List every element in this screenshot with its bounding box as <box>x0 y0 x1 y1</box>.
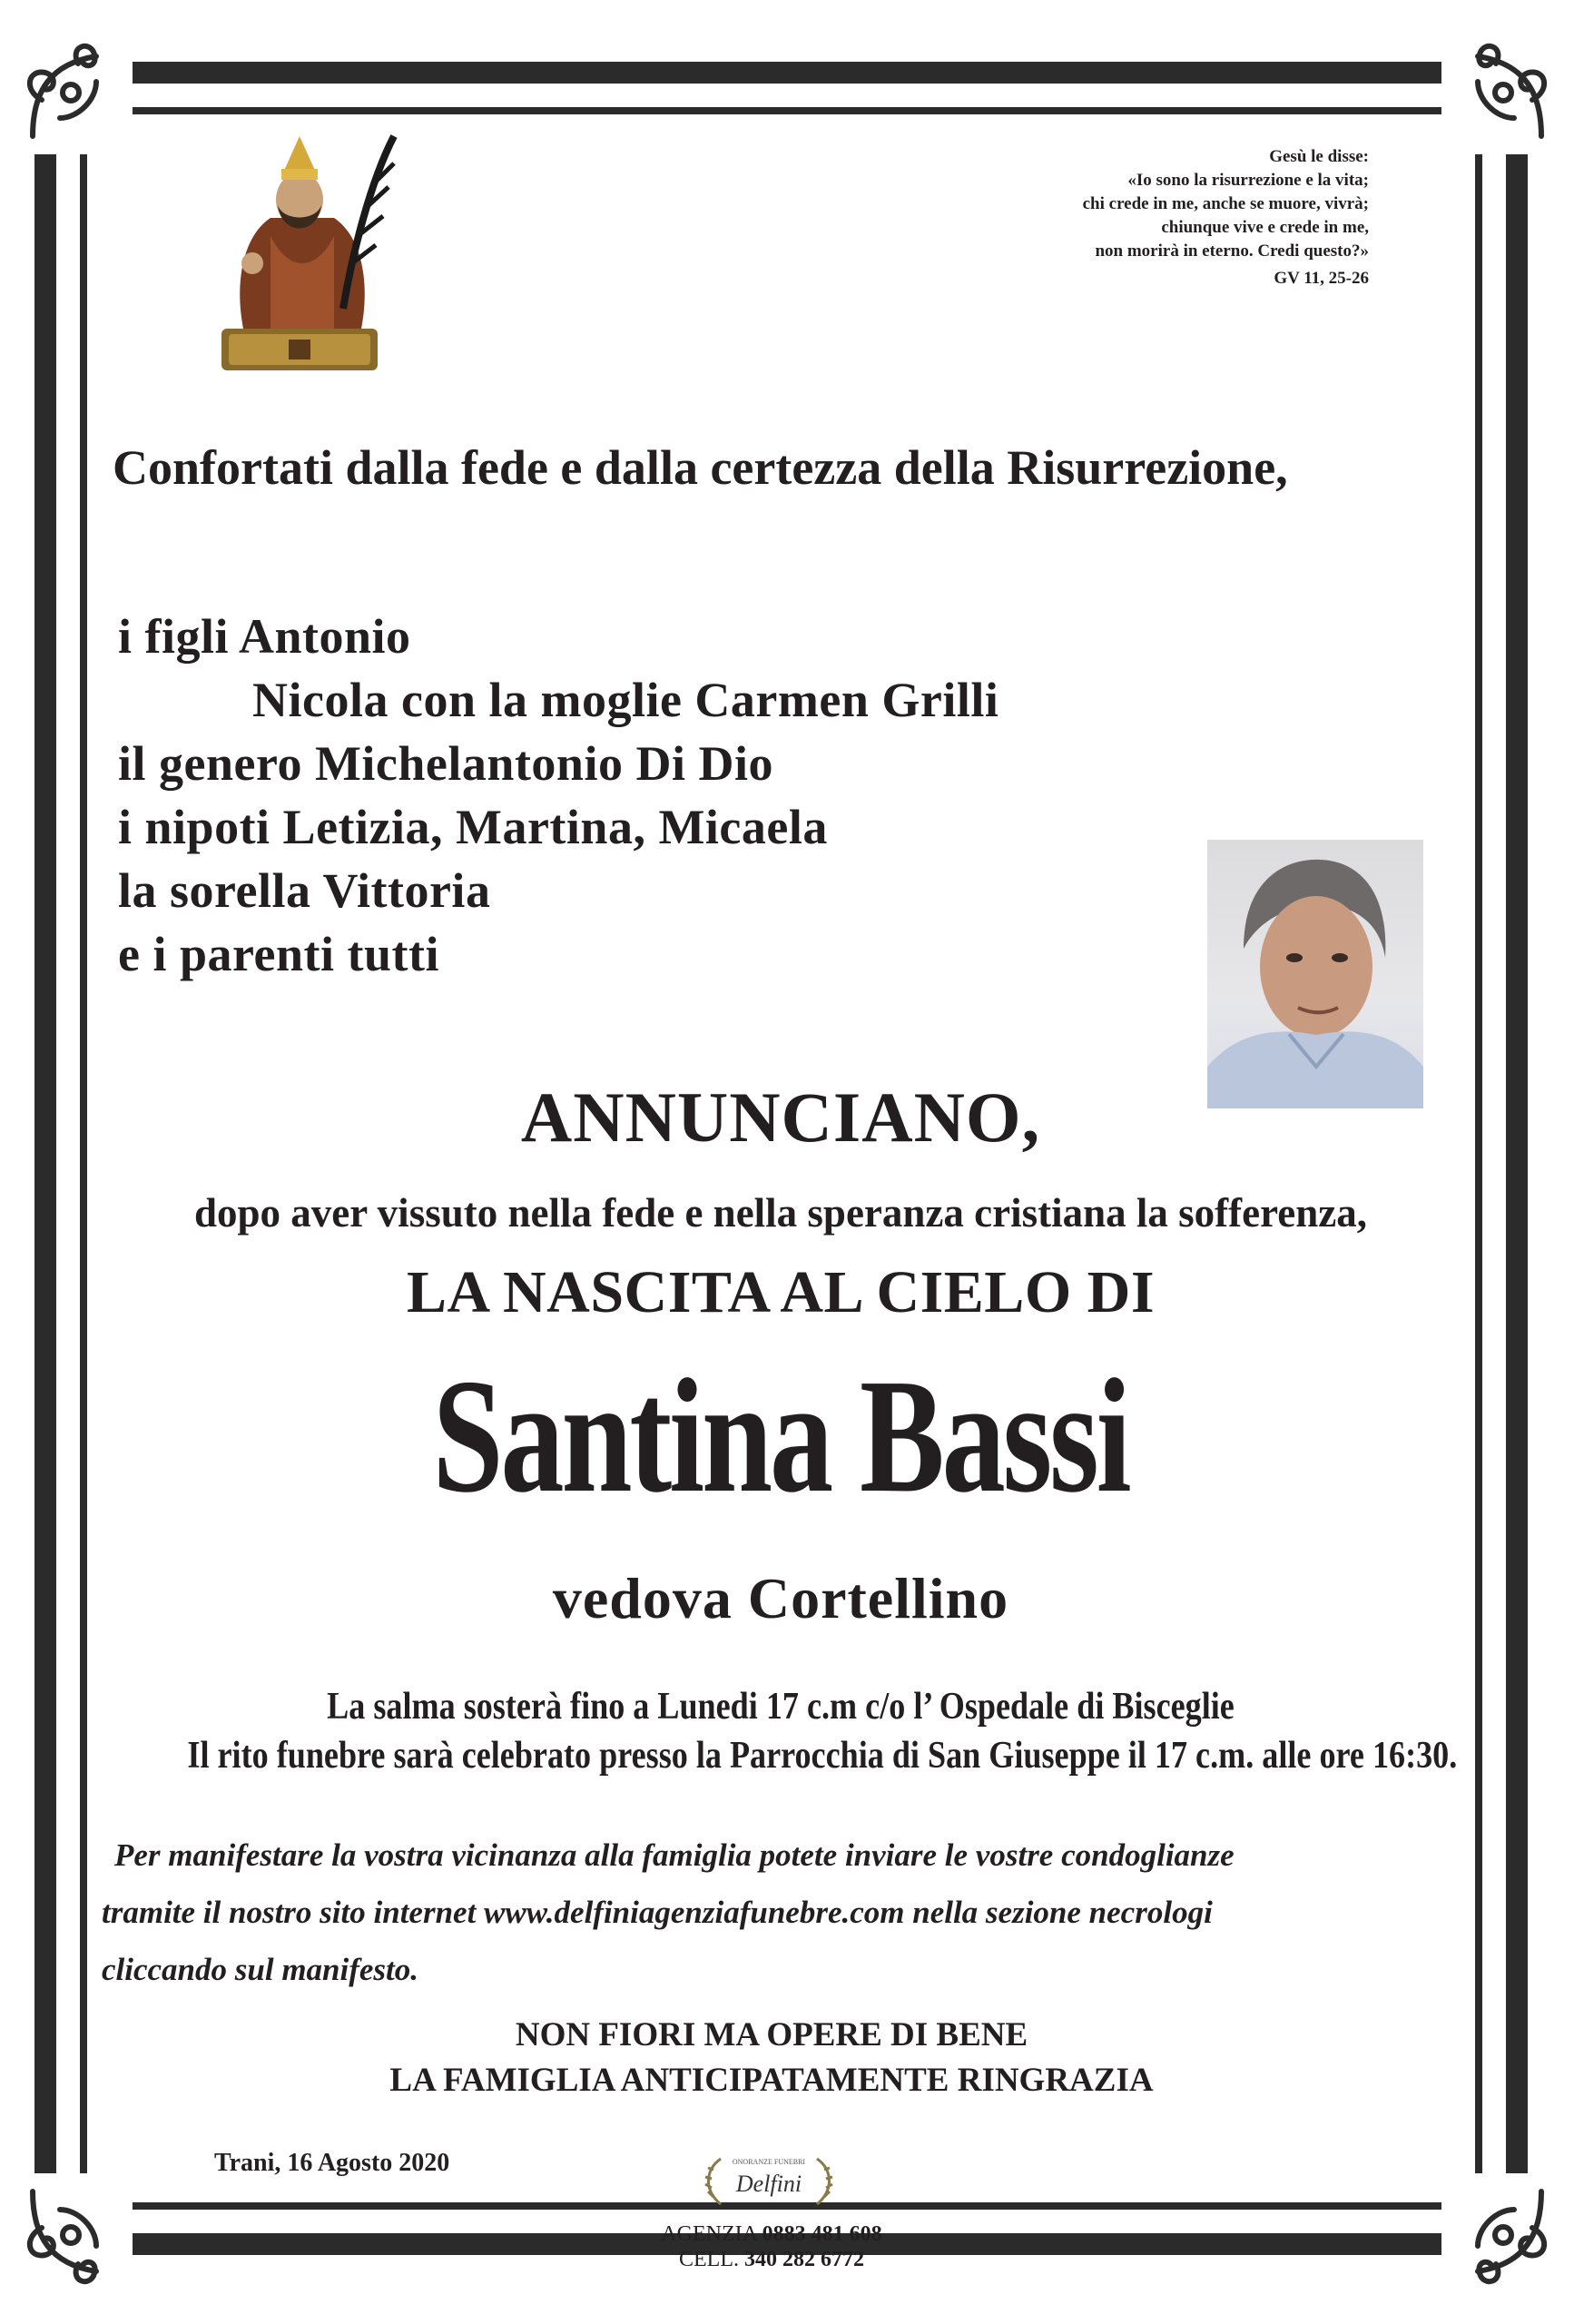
funeral-details: Il rito funebre sarà celebrato presso la Parrocchia di San Giuseppe il 17 c.m. alle ore 16:30. <box>187 1735 1458 1777</box>
logo-name: Delfini <box>735 2171 802 2197</box>
logo-tagline: ONORANZE FUNEBRI <box>732 2158 806 2166</box>
mourner-line: i figli Antonio <box>118 609 411 664</box>
mourner-line: Nicola con la moglie Carmen Grilli <box>252 673 999 727</box>
scripture-line: chiunque vive e crede in me, <box>1161 218 1369 237</box>
mourner-line: e i parenti tutti <box>118 927 439 981</box>
announcement-context: dopo aver vissuto nella fede e nella speranza cristiana la sofferenza, <box>194 1190 1367 1236</box>
mourner-line: la sorella Vittoria <box>118 863 491 918</box>
agency-contacts <box>635 2221 908 2272</box>
cell-label: CELL. <box>679 2248 739 2271</box>
announcement-verb: ANNUNCIANO, <box>520 1078 1041 1157</box>
scripture-reference: GV 11, 25-26 <box>1274 269 1369 288</box>
scripture-line: non morirà in eterno. Credi questo?» <box>1095 241 1369 261</box>
mourner-line: i nipoti Letizia, Martina, Micaela <box>118 800 828 854</box>
condolences-note <box>102 1827 1481 1998</box>
condolences-line: cliccando sul manifesto. <box>102 1952 419 1987</box>
condolences-line: Per manifestare la vostra vicinanza alla famiglia potete inviare le vostre condoglianze <box>114 1837 1235 1873</box>
scripture-line: «Io sono la risurrezione e la vita; <box>1127 171 1369 190</box>
scripture-line: chi crede in me, anche se muore, vivrà; <box>1082 194 1369 213</box>
announcement-heading: LA NASCITA AL CIELO DI <box>406 1259 1156 1325</box>
agency-logo <box>701 2152 837 2210</box>
scripture-quote <box>897 145 1369 290</box>
corner-ornament-icon <box>1441 36 1559 154</box>
wake-details: La salma sosterà fino a Lunedi 17 c.m c/o l’ Ospedale di Bisceglie <box>327 1686 1235 1728</box>
deceased-name: Santina Bassi <box>432 1345 1129 1526</box>
corner-ornament-icon <box>15 2173 133 2291</box>
closing-line-1: NON FIORI MA OPERE DI BENE <box>515 2016 1028 2053</box>
deceased-portrait <box>1207 840 1423 1108</box>
mourners-list <box>118 605 999 986</box>
notice-date: Trani, 16 Agosto 2020 <box>214 2149 450 2177</box>
cell-phone-line <box>635 2247 908 2272</box>
opening-line: Confortati dalla fede e dalla certezza della Risurrezione, <box>113 440 1288 495</box>
saint-statue-image <box>216 127 398 377</box>
agency-phone-line <box>635 2221 908 2247</box>
cell-phone: 340 282 6772 <box>744 2248 864 2271</box>
corner-ornament-icon <box>1441 2173 1559 2291</box>
scripture-intro: Gesù le disse: <box>1269 147 1369 166</box>
agency-phone: 0883 481 608 <box>762 2222 882 2246</box>
agency-label: AGENZIA <box>661 2222 757 2246</box>
deceased-subtitle: vedova Cortellino <box>552 1566 1009 1630</box>
closing-line-2: LA FAMIGLIA ANTICIPATAMENTE RINGRAZIA <box>389 2062 1154 2099</box>
condolences-line: tramite il nostro sito internet www.delfiniagenziafunebre.com nella sezione necrologi <box>102 1895 1213 1930</box>
mourner-line: il genero Michelantonio Di Dio <box>118 736 773 791</box>
corner-ornament-icon <box>15 36 133 154</box>
